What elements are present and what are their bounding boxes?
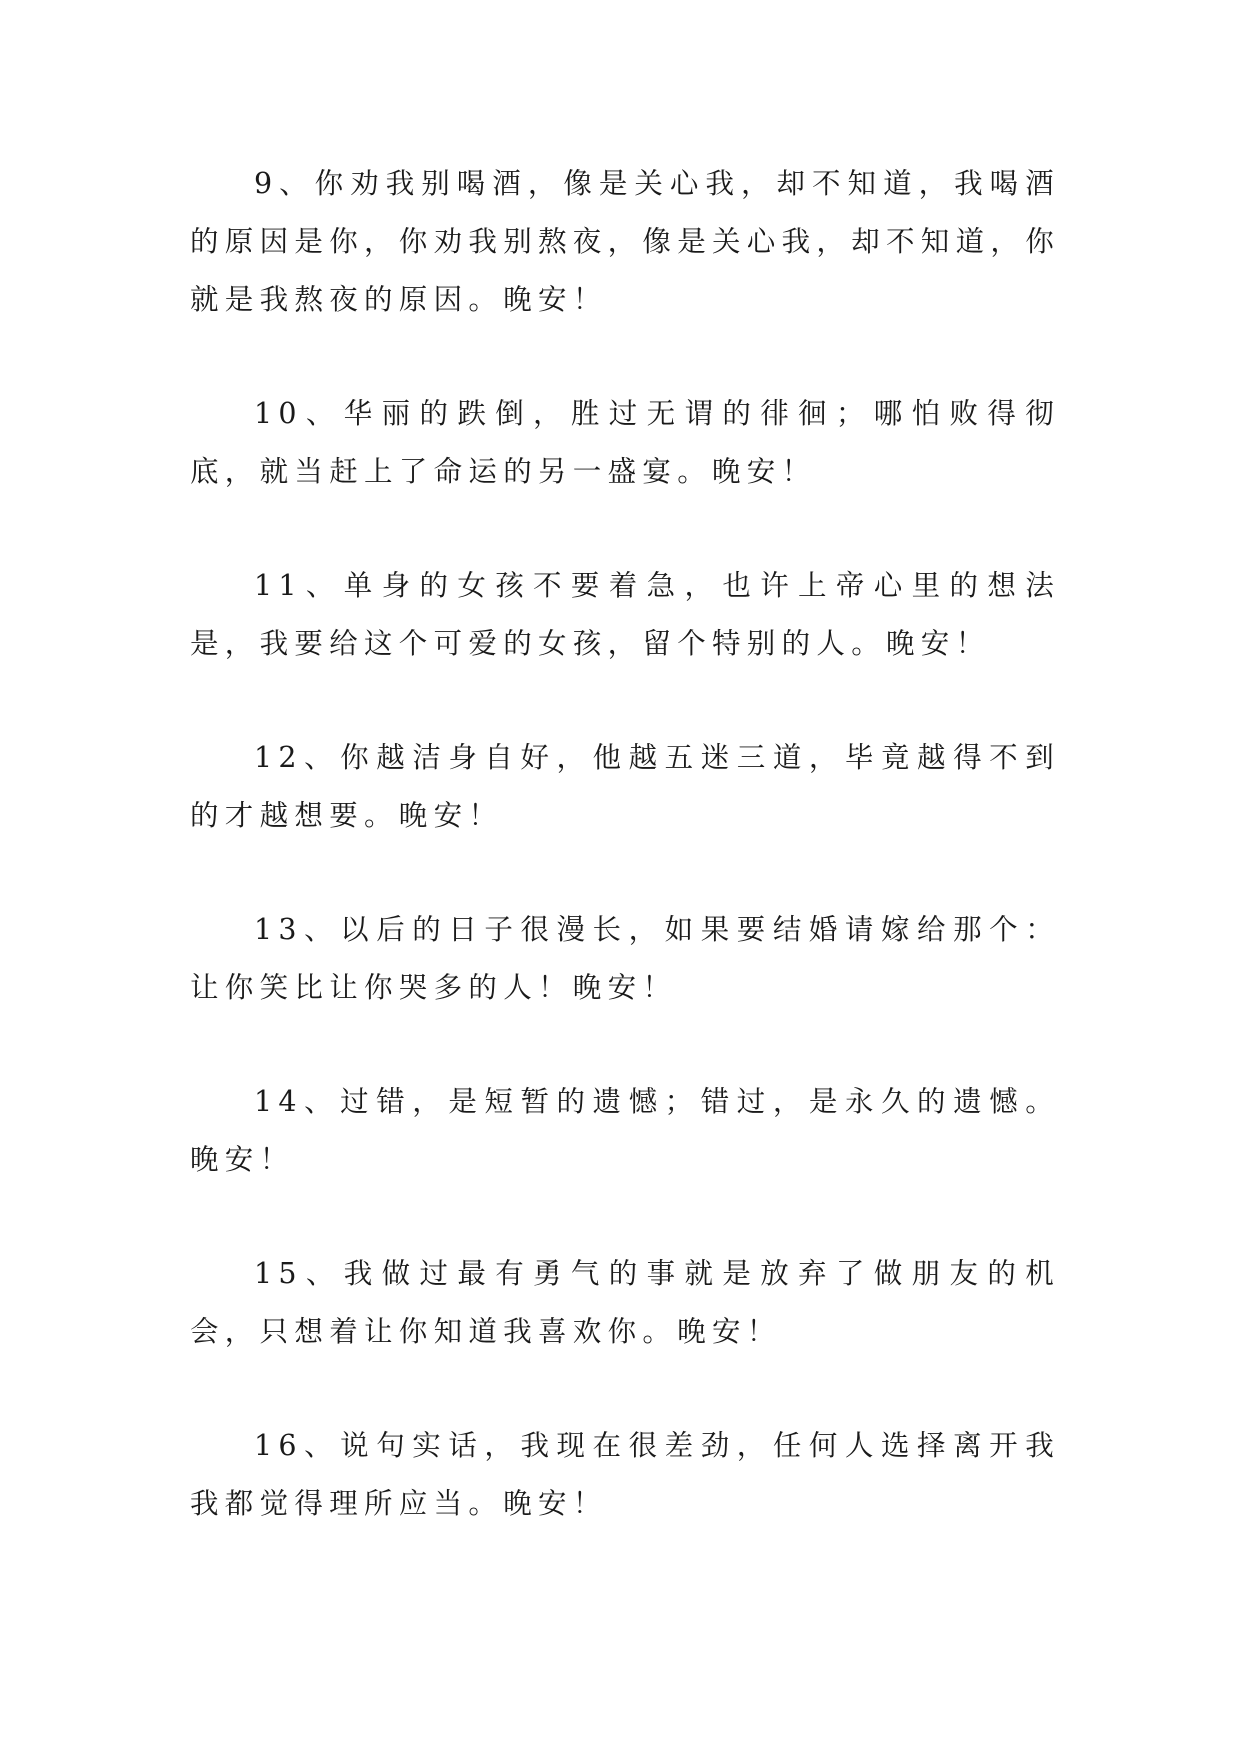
paragraph-13: 13、以后的日子很漫长，如果要结婚请嫁给那个：让你笑比让你哭多的人！晚安！ — [190, 913, 1060, 1004]
paragraph-10: 10、华丽的跌倒，胜过无谓的徘徊；哪怕败得彻底，就当赶上了命运的另一盛宴。晚安！ — [190, 397, 1060, 488]
paragraph-16: 16、说句实话，我现在很差劲，任何人选择离开我我都觉得理所应当。晚安！ — [190, 1429, 1060, 1520]
paragraph-14: 14、过错，是短暂的遗憾；错过，是永久的遗憾。晚安！ — [190, 1085, 1060, 1176]
document-body — [190, 155, 1060, 1589]
paragraph-11: 11、单身的女孩不要着急，也许上帝心里的想法是，我要给这个可爱的女孩，留个特别的人。晚安！ — [190, 569, 1060, 660]
paragraph-15: 15、我做过最有勇气的事就是放弃了做朋友的机会，只想着让你知道我喜欢你。晚安！ — [190, 1257, 1060, 1348]
paragraph-9: 9、你劝我别喝酒，像是关心我，却不知道，我喝酒的原因是你，你劝我别熬夜，像是关心我，却不知道，你就是我熬夜的原因。晚安！ — [190, 167, 1061, 316]
paragraph-12: 12、你越洁身自好，他越五迷三道，毕竟越得不到的才越想要。晚安！ — [190, 741, 1060, 832]
